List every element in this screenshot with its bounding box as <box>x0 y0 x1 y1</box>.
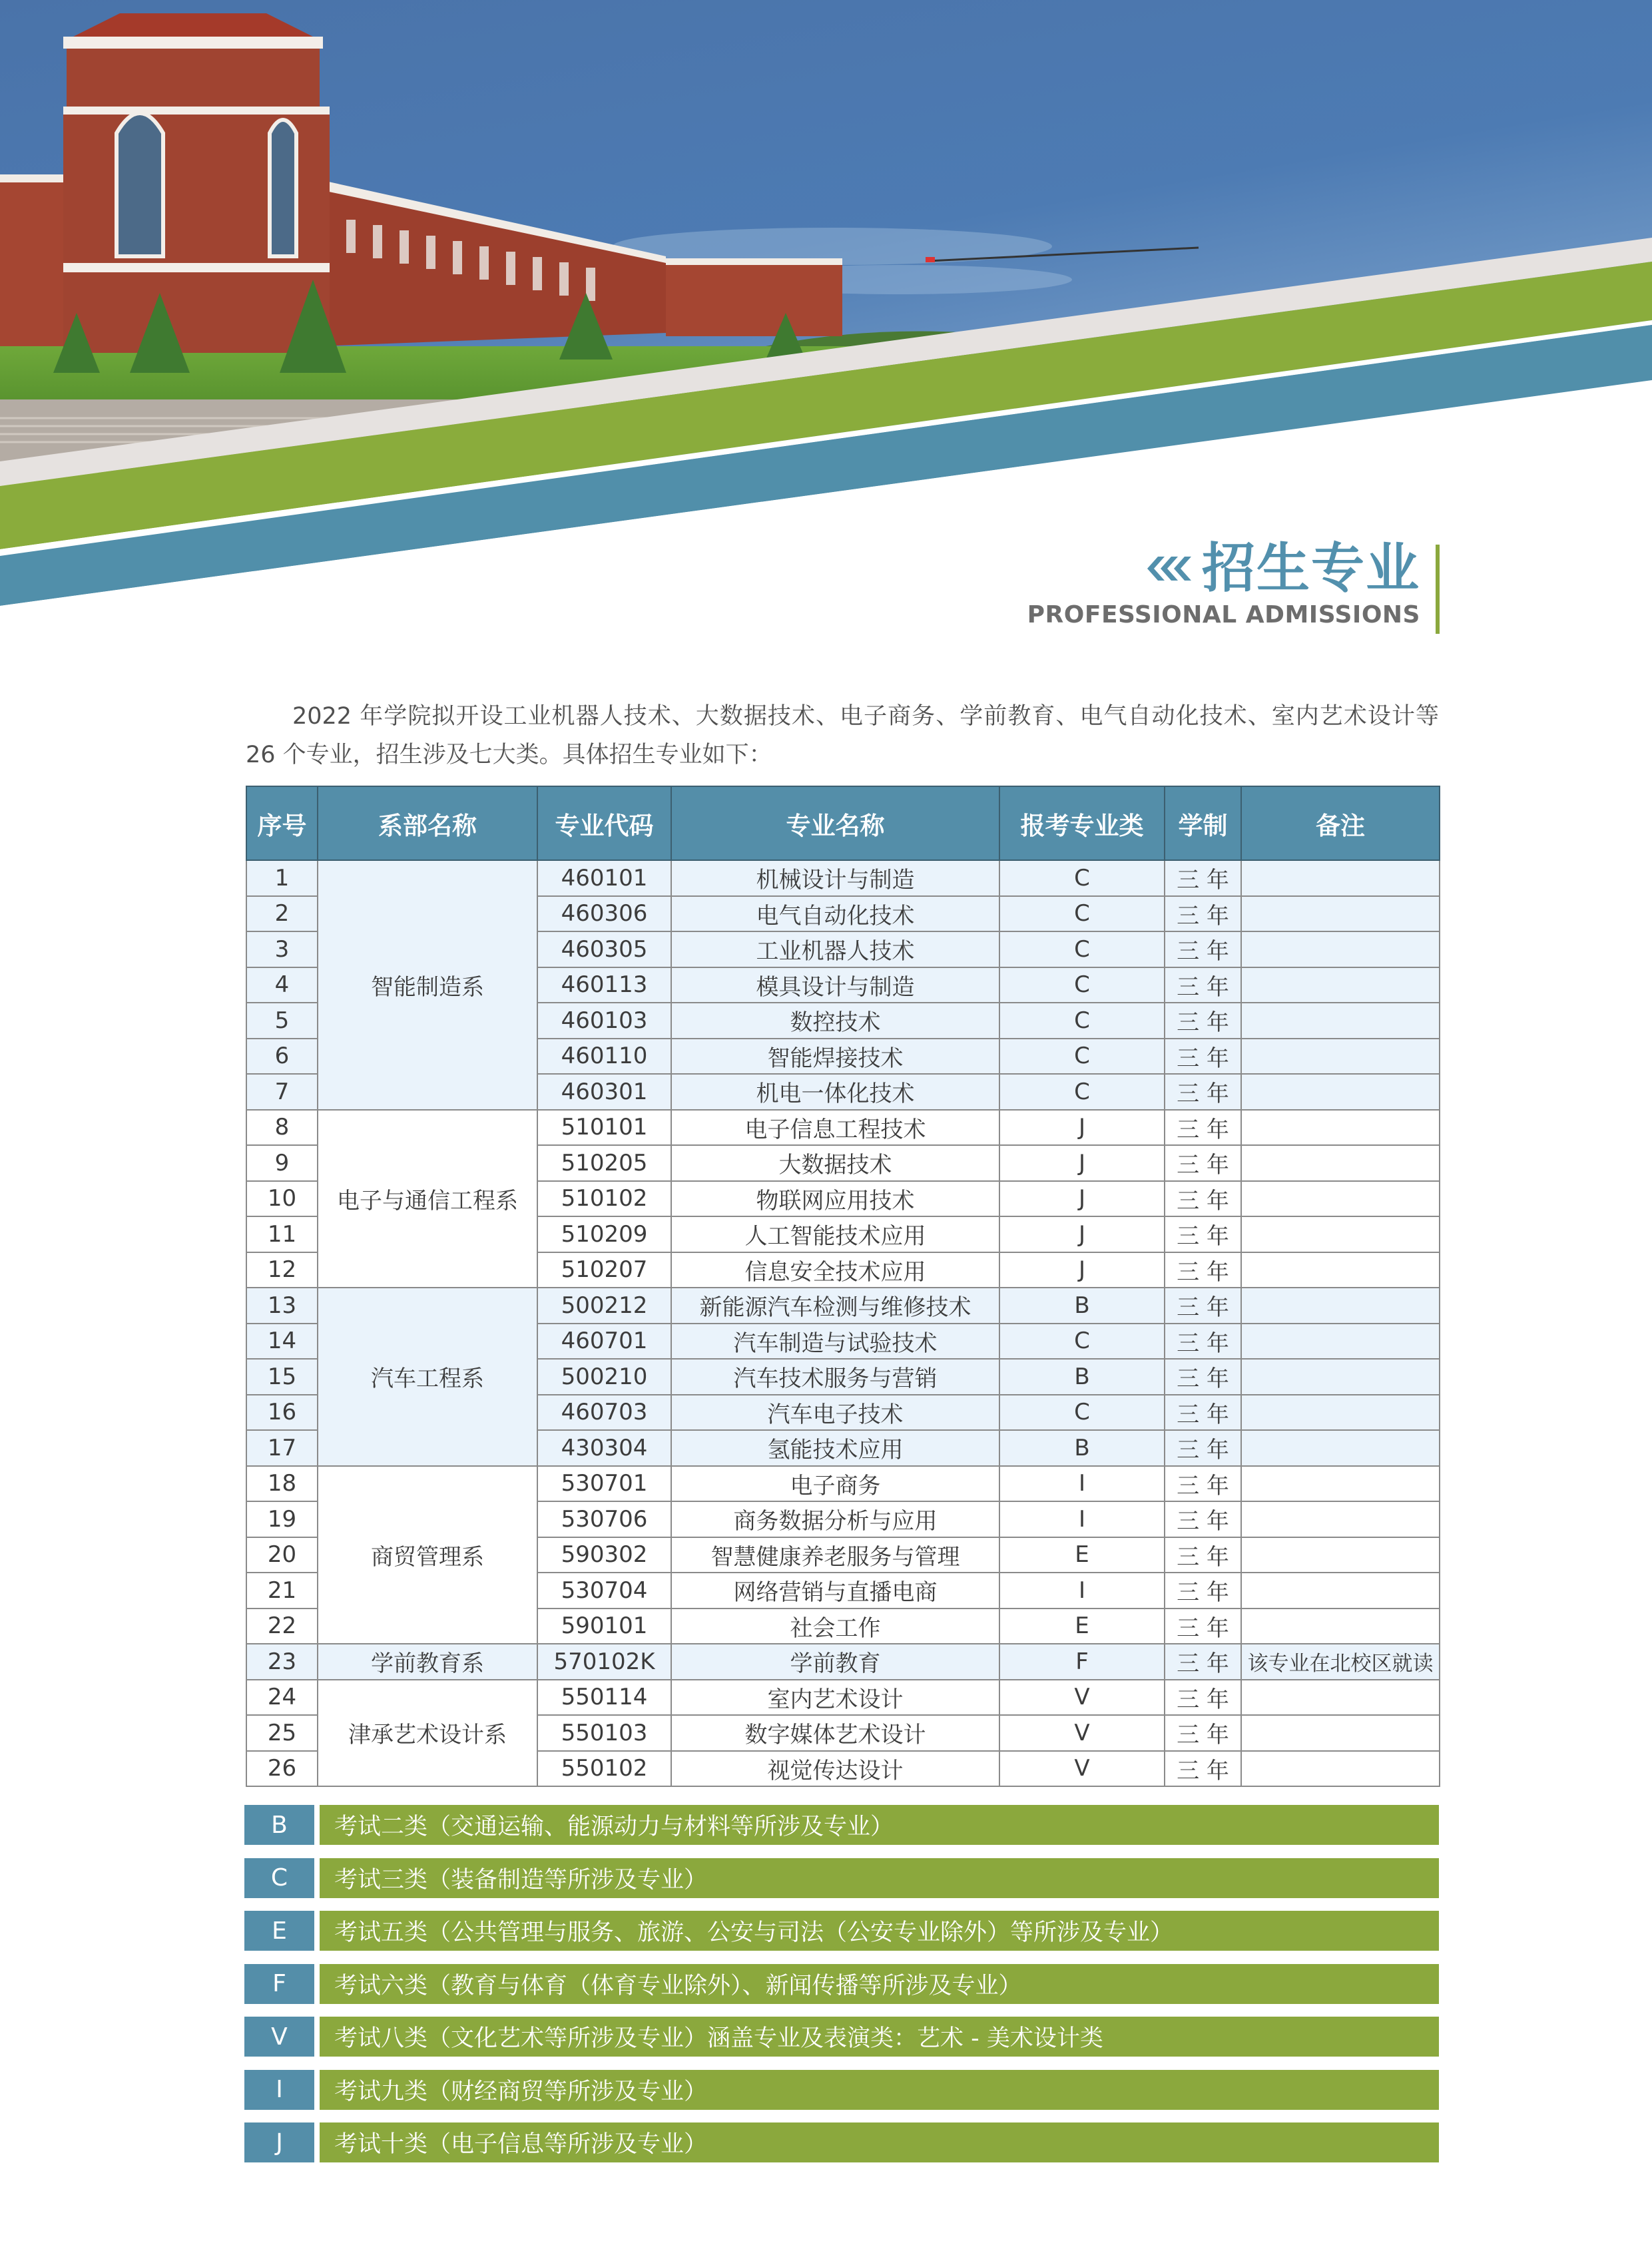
legend-item <box>244 2122 1439 2162</box>
exam-category: C <box>999 1324 1165 1360</box>
note <box>1241 1430 1440 1466</box>
exam-category: C <box>999 967 1165 1003</box>
note <box>1241 1751 1440 1787</box>
major-name: 人工智能技术应用 <box>671 1216 999 1252</box>
legend-code-badge: F <box>244 1964 314 2004</box>
table-row <box>246 1680 1440 1716</box>
exam-category: B <box>999 1288 1165 1324</box>
major-name: 汽车制造与试验技术 <box>671 1324 999 1360</box>
note <box>1241 1680 1440 1716</box>
note <box>1241 1359 1440 1395</box>
study-duration: 三 年 <box>1165 1003 1241 1039</box>
major-code: 460306 <box>537 896 671 932</box>
legend-item <box>244 1858 1439 1898</box>
legend-code-badge: B <box>244 1805 314 1845</box>
major-code: 430304 <box>537 1430 671 1466</box>
legend-item <box>244 2070 1439 2110</box>
col-header-major: 专业名称 <box>671 786 999 860</box>
department-name: 汽车工程系 <box>318 1288 537 1466</box>
row-number: 26 <box>246 1751 318 1787</box>
note <box>1241 1145 1440 1181</box>
exam-category: C <box>999 931 1165 967</box>
exam-category: E <box>999 1609 1165 1644</box>
legend-item <box>244 2017 1439 2057</box>
legend-description: 考试二类（交通运输、能源动力与材料等所涉及专业） <box>320 1805 1439 1845</box>
note <box>1241 1216 1440 1252</box>
major-name: 汽车技术服务与营销 <box>671 1359 999 1395</box>
study-duration: 三 年 <box>1165 1537 1241 1573</box>
major-code: 460101 <box>537 860 671 896</box>
row-number: 5 <box>246 1003 318 1039</box>
study-duration: 三 年 <box>1165 1644 1241 1680</box>
legend-description: 考试六类（教育与体育（体育专业除外）、新闻传播等所涉及专业） <box>320 1964 1439 2004</box>
legend-code-badge: C <box>244 1858 314 1898</box>
note <box>1241 1715 1440 1751</box>
row-number: 3 <box>246 931 318 967</box>
legend-description: 考试十类（电子信息等所涉及专业） <box>320 2122 1439 2162</box>
study-duration: 三 年 <box>1165 931 1241 967</box>
exam-category: I <box>999 1466 1165 1502</box>
legend-code-badge: I <box>244 2070 314 2110</box>
major-code: 570102K <box>537 1644 671 1680</box>
row-number: 25 <box>246 1715 318 1751</box>
department-name: 津承艺术设计系 <box>318 1680 537 1787</box>
row-number: 8 <box>246 1110 318 1146</box>
major-code: 460701 <box>537 1324 671 1360</box>
study-duration: 三 年 <box>1165 860 1241 896</box>
major-code: 530704 <box>537 1573 671 1609</box>
major-name: 电子信息工程技术 <box>671 1110 999 1146</box>
exam-category: C <box>999 1074 1165 1110</box>
note <box>1241 1501 1440 1537</box>
row-number: 17 <box>246 1430 318 1466</box>
note <box>1241 1181 1440 1217</box>
study-duration: 三 年 <box>1165 1501 1241 1537</box>
study-duration: 三 年 <box>1165 1466 1241 1502</box>
department-name: 电子与通信工程系 <box>318 1110 537 1288</box>
note <box>1241 1110 1440 1146</box>
table-row <box>246 860 1440 896</box>
exam-category: I <box>999 1573 1165 1609</box>
row-number: 6 <box>246 1039 318 1075</box>
major-name: 新能源汽车检测与维修技术 <box>671 1288 999 1324</box>
major-code: 510207 <box>537 1252 671 1288</box>
major-code: 550103 <box>537 1715 671 1751</box>
major-name: 信息安全技术应用 <box>671 1252 999 1288</box>
col-header-duration: 学制 <box>1165 786 1241 860</box>
study-duration: 三 年 <box>1165 1573 1241 1609</box>
legend-code-badge: J <box>244 2122 314 2162</box>
note <box>1241 931 1440 967</box>
table-row <box>246 1288 1440 1324</box>
note <box>1241 1573 1440 1609</box>
major-name: 电气自动化技术 <box>671 896 999 932</box>
major-name: 网络营销与直播电商 <box>671 1573 999 1609</box>
table-row <box>246 1466 1440 1502</box>
page-subtitle: PROFESSIONAL ADMISSIONS <box>1027 601 1420 628</box>
exam-category: C <box>999 1395 1165 1431</box>
row-number: 15 <box>246 1359 318 1395</box>
major-code: 510102 <box>537 1181 671 1217</box>
row-number: 18 <box>246 1466 318 1502</box>
legend-item <box>244 1964 1439 2004</box>
major-code: 590101 <box>537 1609 671 1644</box>
col-header-code: 专业代码 <box>537 786 671 860</box>
major-name: 机电一体化技术 <box>671 1074 999 1110</box>
col-header-no: 序号 <box>246 786 318 860</box>
study-duration: 三 年 <box>1165 1680 1241 1716</box>
study-duration: 三 年 <box>1165 1145 1241 1181</box>
exam-category: E <box>999 1537 1165 1573</box>
majors-table <box>246 786 1440 1787</box>
study-duration: 三 年 <box>1165 1110 1241 1146</box>
row-number: 22 <box>246 1609 318 1644</box>
study-duration: 三 年 <box>1165 1359 1241 1395</box>
study-duration: 三 年 <box>1165 1751 1241 1787</box>
major-code: 460703 <box>537 1395 671 1431</box>
major-name: 室内艺术设计 <box>671 1680 999 1716</box>
page-title: 招生专业 <box>1202 537 1420 599</box>
exam-category: F <box>999 1644 1165 1680</box>
major-code: 460305 <box>537 931 671 967</box>
major-name: 商务数据分析与应用 <box>671 1501 999 1537</box>
major-name: 汽车电子技术 <box>671 1395 999 1431</box>
study-duration: 三 年 <box>1165 1074 1241 1110</box>
major-name: 智慧健康养老服务与管理 <box>671 1537 999 1573</box>
major-code: 510209 <box>537 1216 671 1252</box>
major-code: 460103 <box>537 1003 671 1039</box>
exam-category: B <box>999 1430 1165 1466</box>
legend-description: 考试三类（装备制造等所涉及专业） <box>320 1858 1439 1898</box>
major-code: 460113 <box>537 967 671 1003</box>
study-duration: 三 年 <box>1165 1181 1241 1217</box>
major-name: 视觉传达设计 <box>671 1751 999 1787</box>
col-header-category: 报考专业类 <box>999 786 1165 860</box>
row-number: 20 <box>246 1537 318 1573</box>
note <box>1241 1288 1440 1324</box>
major-name: 氢能技术应用 <box>671 1430 999 1466</box>
exam-category: J <box>999 1110 1165 1146</box>
exam-category: B <box>999 1359 1165 1395</box>
note <box>1241 1324 1440 1360</box>
col-header-note: 备注 <box>1241 786 1440 860</box>
category-legend <box>244 1805 1439 2176</box>
legend-code-badge: E <box>244 1911 314 1951</box>
major-code: 530701 <box>537 1466 671 1502</box>
exam-category: J <box>999 1181 1165 1217</box>
table-body <box>246 860 1440 1786</box>
row-number: 19 <box>246 1501 318 1537</box>
note <box>1241 1537 1440 1573</box>
row-number: 12 <box>246 1252 318 1288</box>
department-name: 商贸管理系 <box>318 1466 537 1644</box>
major-code: 460110 <box>537 1039 671 1075</box>
legend-description: 考试五类（公共管理与服务、旅游、公安与司法（公安专业除外）等所涉及专业） <box>320 1911 1439 1951</box>
table-header-row <box>246 786 1440 860</box>
exam-category: I <box>999 1501 1165 1537</box>
exam-category: C <box>999 860 1165 896</box>
exam-category: J <box>999 1145 1165 1181</box>
department-name: 学前教育系 <box>318 1644 537 1680</box>
row-number: 10 <box>246 1181 318 1217</box>
major-code: 530706 <box>537 1501 671 1537</box>
table-row <box>246 1110 1440 1146</box>
study-duration: 三 年 <box>1165 1288 1241 1324</box>
major-name: 机械设计与制造 <box>671 860 999 896</box>
study-duration: 三 年 <box>1165 1324 1241 1360</box>
legend-description: 考试九类（财经商贸等所涉及专业） <box>320 2070 1439 2110</box>
exam-category: V <box>999 1751 1165 1787</box>
row-number: 21 <box>246 1573 318 1609</box>
study-duration: 三 年 <box>1165 896 1241 932</box>
exam-category: V <box>999 1715 1165 1751</box>
section-title <box>1027 538 1420 630</box>
major-name: 数字媒体艺术设计 <box>671 1715 999 1751</box>
study-duration: 三 年 <box>1165 967 1241 1003</box>
note <box>1241 1003 1440 1039</box>
major-name: 学前教育 <box>671 1644 999 1680</box>
note <box>1241 1609 1440 1644</box>
note: 该专业在北校区就读 <box>1241 1644 1440 1680</box>
note <box>1241 1252 1440 1288</box>
row-number: 13 <box>246 1288 318 1324</box>
row-number: 4 <box>246 967 318 1003</box>
major-name: 模具设计与制造 <box>671 967 999 1003</box>
note <box>1241 967 1440 1003</box>
study-duration: 三 年 <box>1165 1039 1241 1075</box>
row-number: 7 <box>246 1074 318 1110</box>
exam-category: J <box>999 1216 1165 1252</box>
study-duration: 三 年 <box>1165 1715 1241 1751</box>
major-code: 500212 <box>537 1288 671 1324</box>
exam-category: C <box>999 896 1165 932</box>
department-name: 智能制造系 <box>318 860 537 1110</box>
exam-category: C <box>999 1039 1165 1075</box>
major-code: 550102 <box>537 1751 671 1787</box>
major-name: 物联网应用技术 <box>671 1181 999 1217</box>
exam-category: J <box>999 1252 1165 1288</box>
row-number: 16 <box>246 1395 318 1431</box>
major-name: 数控技术 <box>671 1003 999 1039</box>
note <box>1241 1074 1440 1110</box>
note <box>1241 860 1440 896</box>
table-row <box>246 1644 1440 1680</box>
major-name: 智能焊接技术 <box>671 1039 999 1075</box>
study-duration: 三 年 <box>1165 1430 1241 1466</box>
intro-paragraph: 2022 年学院拟开设工业机器人技术、大数据技术、电子商务、学前教育、电气自动化技术、室内艺术设计等 26 个专业，招生涉及七大类。具体招生专业如下： <box>246 703 1439 768</box>
major-name: 工业机器人技术 <box>671 931 999 967</box>
note <box>1241 1039 1440 1075</box>
legend-item <box>244 1805 1439 1845</box>
major-code: 550114 <box>537 1680 671 1716</box>
major-code: 500210 <box>537 1359 671 1395</box>
legend-code-badge: V <box>244 2017 314 2057</box>
col-header-department: 系部名称 <box>318 786 537 860</box>
legend-description: 考试八类（文化艺术等所涉及专业）涵盖专业及表演类：艺术 - 美术设计类 <box>320 2017 1439 2057</box>
note <box>1241 1395 1440 1431</box>
exam-category: C <box>999 1003 1165 1039</box>
study-duration: 三 年 <box>1165 1252 1241 1288</box>
title-accent-bar <box>1436 545 1440 634</box>
legend-item <box>244 1911 1439 1951</box>
row-number: 11 <box>246 1216 318 1252</box>
row-number: 24 <box>246 1680 318 1716</box>
row-number: 1 <box>246 860 318 896</box>
study-duration: 三 年 <box>1165 1395 1241 1431</box>
major-name: 大数据技术 <box>671 1145 999 1181</box>
row-number: 23 <box>246 1644 318 1680</box>
major-name: 电子商务 <box>671 1466 999 1502</box>
major-code: 510101 <box>537 1110 671 1146</box>
triple-chevron-left-icon <box>1146 555 1193 582</box>
note <box>1241 1466 1440 1502</box>
major-name: 社会工作 <box>671 1609 999 1644</box>
note <box>1241 896 1440 932</box>
row-number: 14 <box>246 1324 318 1360</box>
row-number: 9 <box>246 1145 318 1181</box>
exam-category: V <box>999 1680 1165 1716</box>
study-duration: 三 年 <box>1165 1216 1241 1252</box>
major-code: 510205 <box>537 1145 671 1181</box>
major-code: 590302 <box>537 1537 671 1573</box>
row-number: 2 <box>246 896 318 932</box>
study-duration: 三 年 <box>1165 1609 1241 1644</box>
major-code: 460301 <box>537 1074 671 1110</box>
